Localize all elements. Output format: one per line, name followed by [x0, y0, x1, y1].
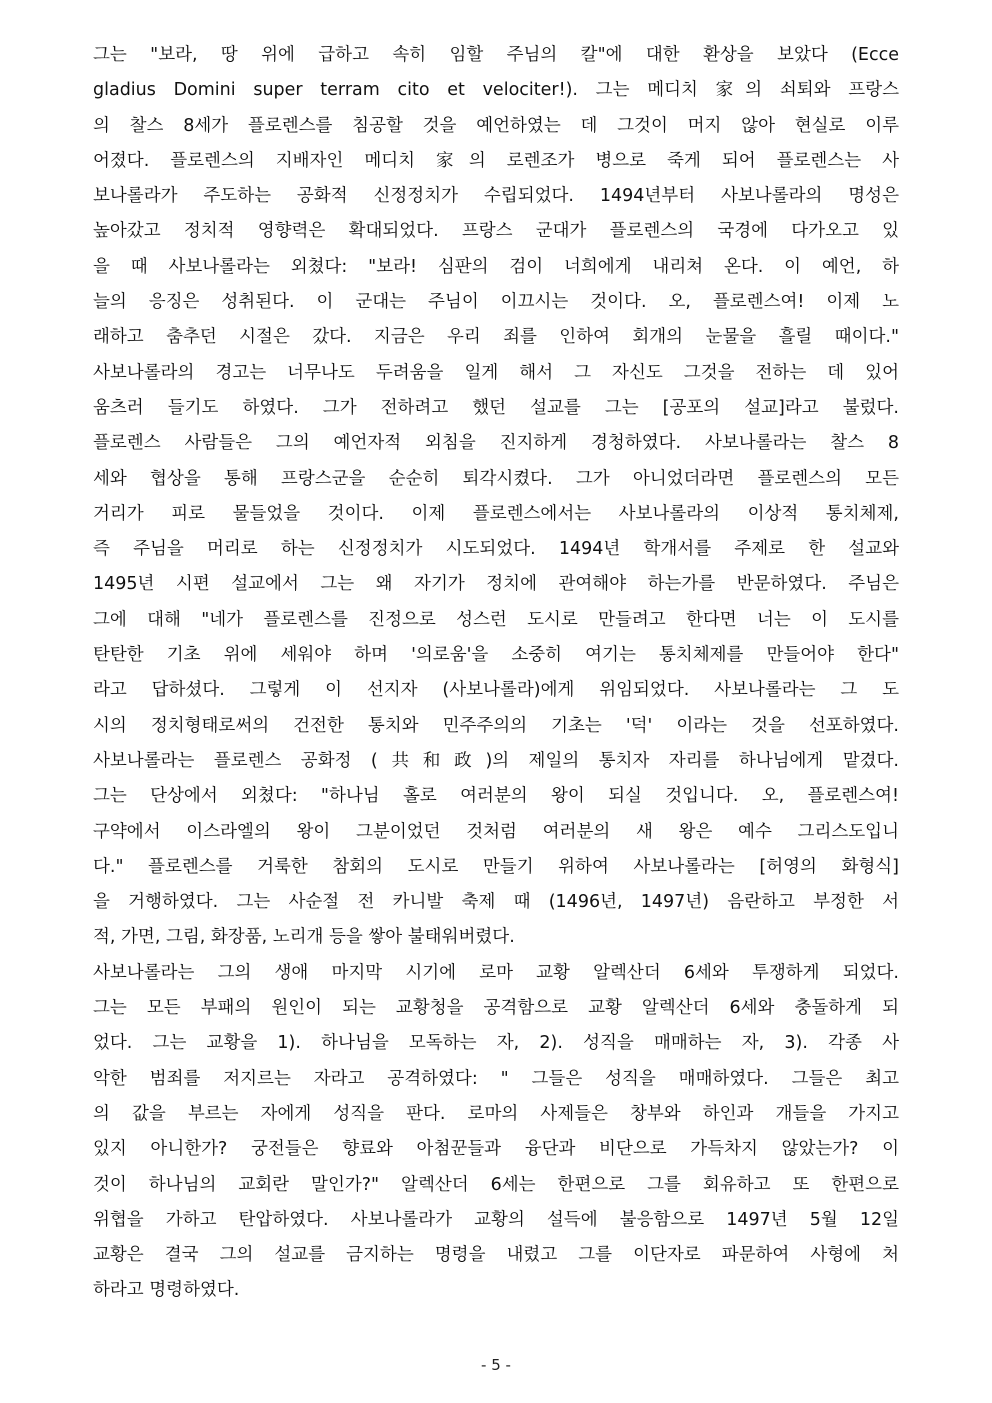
text-line-5: 보나롤라가 주도하는 공화적 신정정치가 수립되었다. 1494년부터 사보나롤라의 명성은: [93, 186, 899, 207]
text-line-35: 교황은 결국 그의 설교를 금지하는 명령을 내렸고 그를 이단자로 파문하여 사형에 처: [93, 1245, 899, 1266]
text-line-25: 을 거행하였다. 그는 사순절 전 카니발 축제 때 (1496년, 1497년) 음란하고 부정한 서: [93, 892, 899, 913]
text-line-4: 어졌다. 플로렌스의 지배자인 메디치 家의 로렌조가 병으로 죽게 되어 플로렌스는 사: [93, 150, 899, 171]
text-line-10: 사보나롤라의 경고는 너무나도 두려움을 일게 해서 그 자신도 그것을 전하는 데 있어: [93, 362, 899, 383]
text-line-26: 적, 가면, 그림, 화장품, 노리개 등을 쌓아 불태워버렸다.: [93, 927, 515, 948]
text-line-31: 의 값을 부르는 자에게 성직을 판다. 로마의 사제들은 창부와 하인과 개들을 가지고: [93, 1103, 899, 1124]
text-line-3: 의 찰스 8세가 플로렌스를 침공할 것을 예언하였는 데 그것이 머지 않아 현실로 이루: [93, 115, 899, 136]
text-line-15: 즉 주님을 머리로 하는 신정정치가 시도되었다. 1494년 학개서를 주제로 한 설교와: [93, 539, 899, 560]
text-line-11: 움츠러 들기도 하였다. 그가 전하려고 했던 설교를 그는 [공포의 설교]라고 불렀다.: [93, 397, 899, 418]
text-line-8: 늘의 응징은 성취된다. 이 군대는 주님이 이끄시는 것이다. 오, 플로렌스여! 이제 노: [93, 292, 899, 313]
text-line-24: 다." 플로렌스를 거룩한 참회의 도시로 만들기 위하여 사보나롤라는 [허영의 화형식]: [93, 856, 899, 877]
text-line-1: 그는 "보라, 땅 위에 급하고 속히 임할 주님의 칼"에 대한 환상을 보았다 (Ecce: [93, 45, 899, 65]
text-line-2: gladius Domini super terram cito et velociter!). 그는 메디치 家의 쇠퇴와 프랑스: [93, 80, 899, 101]
body-text: [93, 38, 899, 1309]
text-line-30: 악한 범죄를 저지르는 자라고 공격하였다: " 그들은 성직을 매매하였다. 그들은 최고: [93, 1068, 899, 1089]
text-line-33: 것이 하나님의 교회란 말인가?" 알렉산더 6세는 한편으로 그를 회유하고 또 한편으로: [93, 1174, 899, 1195]
text-line-20: 시의 정치형태로써의 건전한 통치와 민주주의의 기초는 '덕' 이라는 것을 선포하였다.: [93, 715, 899, 736]
text-line-9: 래하고 춤추던 시절은 갔다. 지금은 우리 죄를 인하여 회개의 눈물을 흘릴 때이다.": [93, 327, 899, 348]
text-line-18: 탄탄한 기초 위에 세워야 하며 '의로움'을 소중히 여기는 통치체제를 만들어야 한다": [93, 645, 899, 666]
text-line-22: 그는 단상에서 외쳤다: "하나님 홀로 여러분의 왕이 되실 것입니다. 오, 플로렌스여!: [93, 786, 899, 807]
text-line-23: 구약에서 이스라엘의 왕이 그분이었던 것처럼 여러분의 새 왕은 예수 그리스도입니: [93, 821, 899, 842]
text-line-6: 높아갔고 정치적 영향력은 확대되었다. 프랑스 군대가 플로렌스의 국경에 다가오고 있: [93, 221, 899, 242]
text-line-28: 그는 모든 부패의 원인이 되는 교황청을 공격함으로 교황 알렉산더 6세와 충돌하게 되: [93, 998, 899, 1019]
text-line-16: 1495년 시편 설교에서 그는 왜 자기가 정치에 관여해야 하는가를 반문하였다. 주님은: [93, 574, 899, 595]
text-line-13: 세와 협상을 통해 프랑스군을 순순히 퇴각시켰다. 그가 아니었더라면 플로렌스의 모든: [93, 468, 899, 489]
text-line-29: 었다. 그는 교황을 1). 하나님을 모독하는 자, 2). 성직을 매매하는 자, 3). 각종 사: [93, 1033, 899, 1054]
text-line-32: 있지 아니한가? 궁전들은 향료와 아첨꾼들과 융단과 비단으로 가득차지 않았는가? 이: [93, 1139, 899, 1160]
text-line-12: 플로렌스 사람들은 그의 예언자적 외침을 진지하게 경청하였다. 사보나롤라는 찰스 8: [93, 433, 899, 454]
text-line-36: 하라고 명령하였다.: [93, 1280, 240, 1301]
text-line-21: 사보나롤라는 플로렌스 공화정 (共和政)의 제일의 통치자 자리를 하나님에게 맡겼다.: [93, 750, 899, 771]
text-line-14: 거리가 피로 물들었을 것이다. 이제 플로렌스에서는 사보나롤라의 이상적 통치체제,: [93, 503, 899, 524]
text-line-34: 위협을 가하고 탄압하였다. 사보나롤라가 교황의 설득에 불응함으로 1497년 5월 12일: [93, 1209, 899, 1230]
page-number: - 5 -: [481, 1356, 511, 1374]
text-line-27: 사보나롤라는 그의 생애 마지막 시기에 로마 교황 알렉산더 6세와 투쟁하게 되었다.: [93, 962, 899, 983]
text-line-7: 을 때 사보나롤라는 외쳤다: "보라! 심판의 검이 너희에게 내리쳐 온다. 이 예언, 하: [93, 256, 899, 277]
text-line-19: 라고 답하셨다. 그렇게 이 선지자 (사보나롤라)에게 위임되었다. 사보나롤라는 그 도: [93, 680, 899, 701]
text-line-17: 그에 대해 "네가 플로렌스를 진정으로 성스런 도시로 만들려고 한다면 너는 이 도시를: [93, 609, 899, 630]
